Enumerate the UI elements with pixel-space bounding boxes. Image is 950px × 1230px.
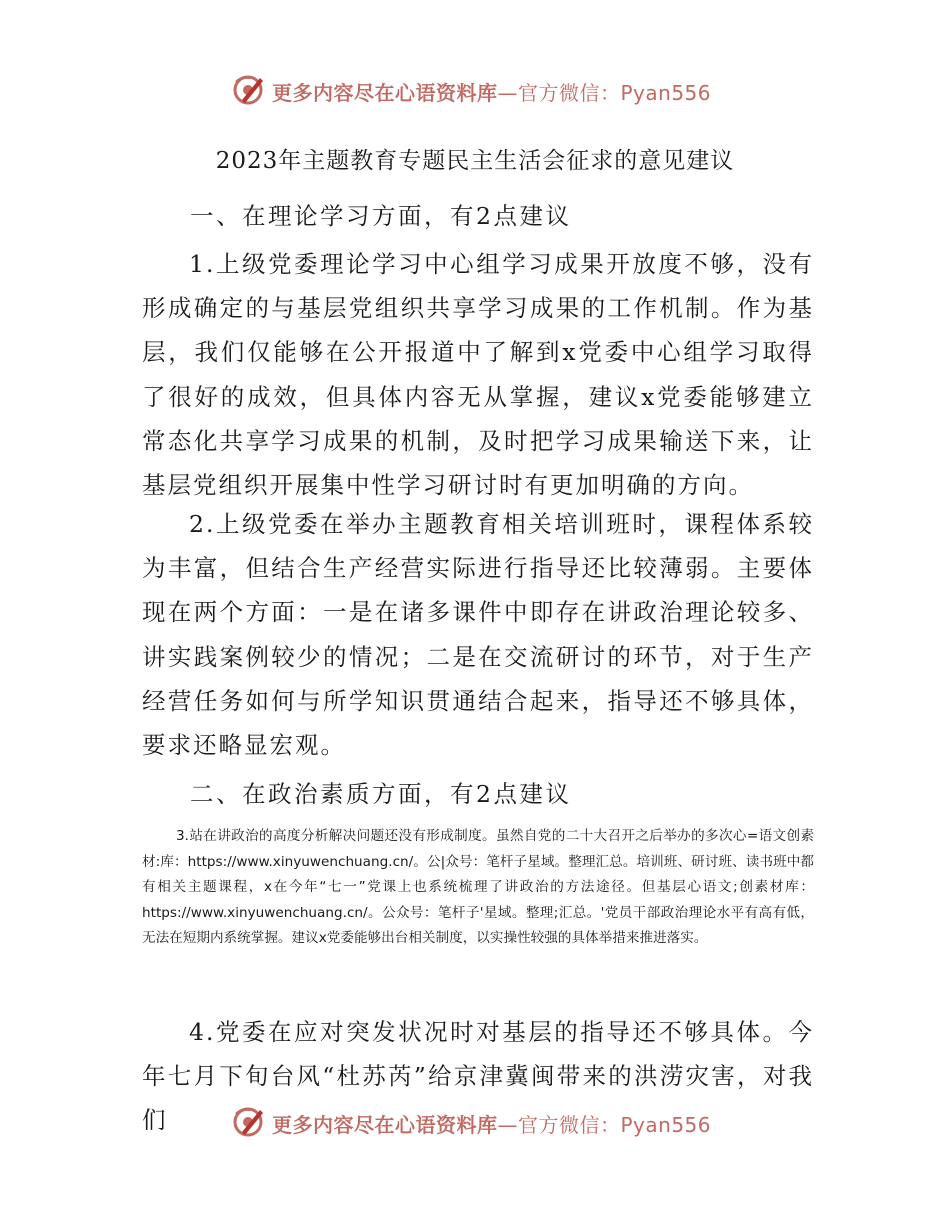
footer-banner	[0, 1102, 950, 1142]
pen-logo-icon	[232, 72, 266, 106]
banner-promo: 更多内容尽在心语资料库	[272, 1113, 498, 1137]
banner-separator: —	[497, 1113, 518, 1137]
banner-text	[272, 1109, 711, 1138]
header-banner	[0, 70, 950, 110]
section-heading-theory: 一、在理论学习方面，有2点建议	[190, 202, 572, 230]
page-title: 2023年主题教育专题民主生活会征求的意见建议	[215, 148, 735, 174]
banner-separator: —	[497, 81, 518, 105]
banner-promo: 更多内容尽在心语资料库	[272, 81, 498, 105]
paragraph-3: 3.站在讲政治的高度分析解决问题还没有形成制度。虽然自党的二十大召开之后举办的多次心=语文创素材:库：https://www.xinyuwenchuang.cn/。公|众号：笔杆子星域。整理汇总。培训班、研讨班、读书班中都有相关主题课程，x在今年“七一”党课上也系统梳理了讲政治的方法途径。但基层心语文;创素材库：https://www.xinyuwenchuang.cn/。公众号：笔杆子'星域。整理;汇总。'党员干部政治理论水平有高有低，无法在短期内系统掌握。建议x党委能够出台相关制度，以实操性较强的具体举措来推进落实。	[142, 828, 814, 946]
section-heading-politics: 二、在政治素质方面，有2点建议	[190, 780, 572, 808]
banner-wechat: 官方微信：Pyan556	[518, 81, 712, 105]
paragraph-4: 4.党委在应对突发状况时对基层的指导还不够具体。今年七月下旬台风“杜苏芮”给京津冀闽带来的洪涝灾害，对我们	[142, 1018, 814, 1135]
paragraph-2: 2.上级党委在举办主题教育相关培训班时，课程体系较为丰富，但结合生产经营实际进行指导还比较薄弱。主要体现在两个方面：一是在诸多课件中即存在讲政治理论较多、讲实践案例较少的情况；二是在交流研讨的环节，对于生产经营任务如何与所学知识贯通结合起来，指导还不够具体，要求还略显宏观。	[142, 510, 814, 760]
banner-text	[272, 77, 711, 106]
banner-wechat: 官方微信：Pyan556	[518, 1113, 712, 1137]
pen-logo-icon	[232, 1104, 266, 1138]
paragraph-1: 1.上级党委理论学习中心组学习成果开放度不够，没有形成确定的与基层党组织共享学习成果的工作机制。作为基层，我们仅能够在公开报道中了解到x党委中心组学习取得了很好的成效，但具体内容无从掌握，建议x党委能够建立常态化共享学习成果的机制，及时把学习成果输送下来，让基层党组织开展集中性学习研讨时有更加明确的方向。	[142, 250, 814, 500]
